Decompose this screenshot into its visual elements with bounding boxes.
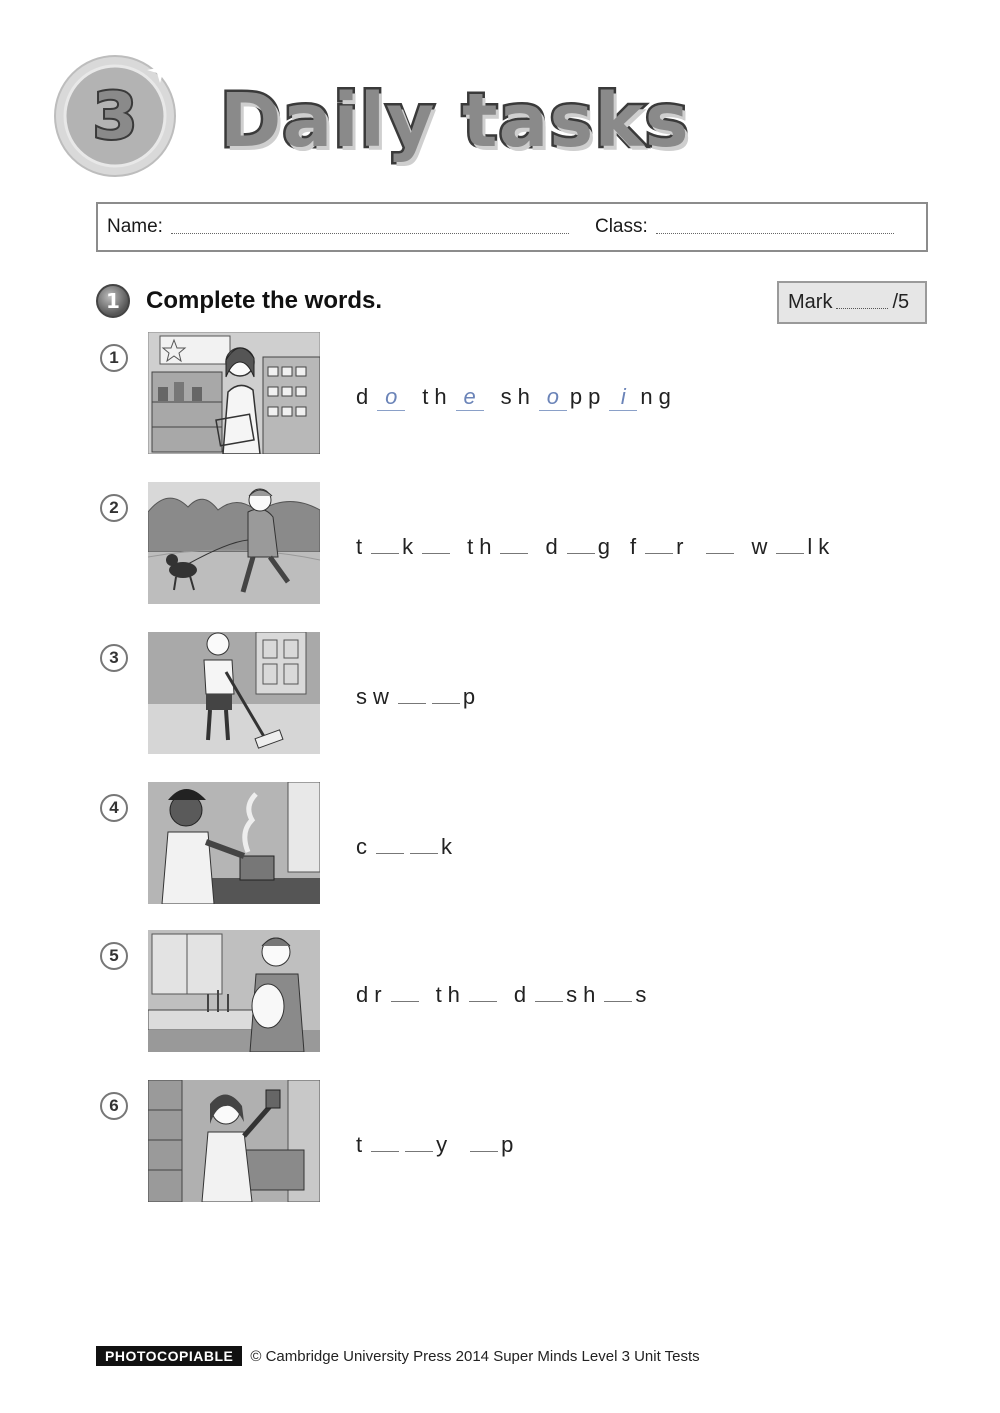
word-letters: r	[676, 534, 690, 559]
answer-blank[interactable]	[371, 1148, 399, 1152]
unit-number-badge	[52, 50, 186, 178]
answer-blank[interactable]	[391, 998, 419, 1002]
answer-blank[interactable]	[567, 550, 595, 554]
mark-label: Mark	[788, 291, 833, 313]
word-puzzle	[356, 384, 677, 411]
answer-blank[interactable]	[645, 550, 673, 554]
name-label: Name:	[107, 216, 163, 237]
unit-number: 3	[92, 80, 138, 154]
answer-blank[interactable]	[371, 550, 399, 554]
exercise-number-badge: 1	[96, 284, 130, 318]
word-letters: f	[629, 534, 643, 559]
answer-blank[interactable]	[706, 550, 734, 554]
answer-blank[interactable]	[470, 1148, 498, 1152]
exercise-instruction: Complete the words.	[146, 287, 383, 314]
word-letters: th	[435, 982, 466, 1007]
word-letters: p	[462, 684, 482, 709]
word-letters: pp	[569, 384, 607, 409]
name-field[interactable]	[171, 220, 569, 234]
word-puzzle	[356, 982, 652, 1008]
word-letters: s	[356, 684, 373, 709]
item-number: 6	[100, 1092, 128, 1120]
word-letters: lk	[807, 534, 836, 559]
item-number: 5	[100, 942, 128, 970]
item-number: 4	[100, 794, 128, 822]
word-letters: k	[441, 834, 458, 859]
answer-blank[interactable]	[500, 550, 528, 554]
word-letters: d	[356, 384, 375, 409]
answer-blank[interactable]	[422, 550, 450, 554]
mark-field[interactable]	[836, 297, 888, 309]
shopping-picture	[148, 332, 320, 454]
word-puzzle	[356, 684, 481, 710]
answer-blank[interactable]	[469, 998, 497, 1002]
class-field[interactable]	[656, 220, 894, 234]
word-letters: ng	[640, 384, 677, 409]
answer-blank[interactable]: i	[609, 384, 637, 411]
copyright-text: © Cambridge University Press 2014 Super Minds Level 3 Unit Tests	[250, 1347, 700, 1365]
exercise-heading	[96, 284, 382, 318]
word-letters: d	[545, 534, 564, 559]
answer-blank[interactable]: o	[539, 384, 567, 411]
answer-blank[interactable]	[535, 998, 563, 1002]
word-letters: g	[597, 534, 616, 559]
word-letters: sh	[566, 982, 602, 1007]
sweeping-picture	[148, 632, 320, 754]
answer-blank[interactable]	[376, 850, 404, 854]
class-label: Class:	[594, 216, 648, 237]
dishes-picture	[148, 930, 320, 1052]
word-puzzle	[356, 534, 835, 560]
answer-blank[interactable]	[432, 700, 460, 704]
answer-blank[interactable]	[604, 998, 632, 1002]
cooking-picture	[148, 782, 320, 904]
answer-blank[interactable]	[398, 700, 426, 704]
answer-blank[interactable]: e	[456, 384, 484, 411]
mark-total: /5	[892, 291, 910, 313]
answer-blank[interactable]	[776, 550, 804, 554]
dog-walk-picture	[148, 482, 320, 604]
mark-box	[777, 281, 927, 324]
answer-blank[interactable]: o	[377, 384, 405, 411]
item-number: 1	[100, 344, 128, 372]
word-letters: th	[422, 384, 453, 409]
word-letters: w	[373, 684, 395, 709]
word-letters: sh	[500, 384, 536, 409]
word-letters: y	[436, 1132, 454, 1157]
photocopiable-badge: PHOTOCOPIABLE	[96, 1346, 242, 1366]
student-info-box	[96, 202, 928, 252]
word-letters: c	[356, 834, 373, 859]
word-puzzle	[356, 1132, 519, 1158]
word-letters: s	[635, 982, 653, 1007]
tidying-picture	[148, 1080, 320, 1202]
word-letters: w	[751, 534, 774, 559]
word-puzzle	[356, 834, 458, 860]
item-number: 3	[100, 644, 128, 672]
page-title: Daily tasks	[220, 78, 690, 164]
word-letters: k	[402, 534, 420, 559]
word-letters: t	[356, 534, 369, 559]
word-letters: dr	[356, 982, 388, 1007]
item-number: 2	[100, 494, 128, 522]
word-letters: t	[356, 1132, 369, 1157]
answer-blank[interactable]	[410, 850, 438, 854]
word-letters: d	[513, 982, 533, 1007]
word-letters: p	[501, 1132, 520, 1157]
footer	[96, 1346, 700, 1366]
answer-blank[interactable]	[405, 1148, 433, 1152]
word-letters: th	[467, 534, 498, 559]
